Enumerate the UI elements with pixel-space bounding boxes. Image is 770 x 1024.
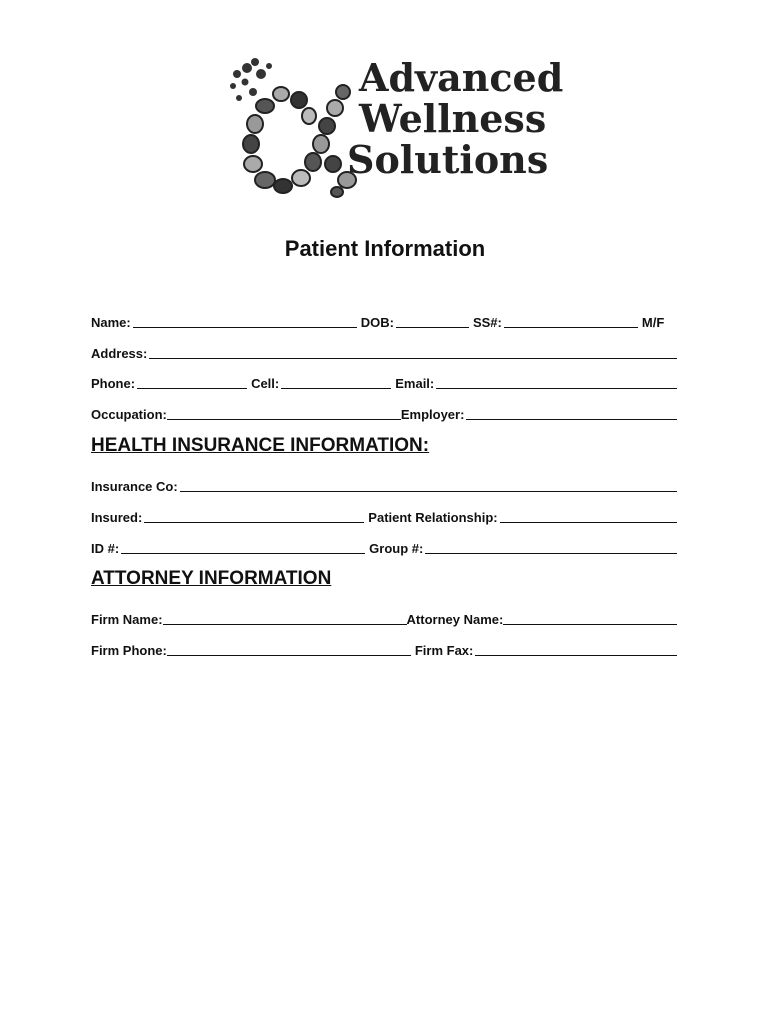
group-field[interactable]: [425, 541, 677, 554]
address-row: [91, 341, 677, 361]
attorney-name-label: Attorney Name:: [406, 612, 504, 627]
cell-field[interactable]: [281, 376, 391, 389]
group-label: Group #:: [369, 541, 424, 556]
firm-fax-field[interactable]: [475, 643, 677, 656]
phone-field[interactable]: [137, 376, 247, 389]
ss-field[interactable]: [504, 315, 638, 328]
insured-label: Insured:: [91, 510, 143, 525]
occupation-field[interactable]: [167, 407, 401, 420]
cell-label: Cell:: [251, 376, 280, 391]
insured-row: [91, 505, 677, 525]
logo-line-2: Wellness: [359, 96, 547, 141]
name-label: Name:: [91, 315, 131, 330]
address-label: Address:: [91, 346, 148, 361]
page-title: Patient Information: [284, 236, 486, 261]
firm-name-label: Firm Name:: [91, 612, 163, 627]
id-label: ID #:: [91, 541, 120, 556]
alpha-pebble-mark-icon: [225, 46, 565, 201]
email-label: Email:: [395, 376, 435, 391]
firm-name-field[interactable]: [163, 612, 407, 625]
sex-label[interactable]: M/F: [641, 315, 665, 330]
insurance-heading: HEALTH INSURANCE INFORMATION:: [91, 435, 430, 456]
attorney-name-field[interactable]: [503, 612, 677, 625]
occupation-label: Occupation:: [91, 407, 167, 422]
firm-name-row: [91, 607, 677, 627]
insurance-company-field[interactable]: [180, 479, 677, 492]
email-field[interactable]: [436, 376, 677, 389]
relationship-field[interactable]: [500, 510, 677, 523]
name-field[interactable]: [133, 315, 357, 328]
firm-phone-field[interactable]: [167, 643, 411, 656]
insurance-company-label: Insurance Co:: [91, 479, 178, 494]
occupation-row: [91, 402, 677, 422]
phone-row: [91, 371, 677, 391]
phone-label: Phone:: [91, 376, 136, 391]
insured-field[interactable]: [144, 510, 364, 523]
dob-field[interactable]: [396, 315, 469, 328]
id-field[interactable]: [121, 541, 365, 554]
dob-label: DOB:: [360, 315, 394, 330]
insurance-company-row: [91, 474, 677, 494]
address-field[interactable]: [149, 346, 677, 359]
ss-label: SS#:: [472, 315, 502, 330]
firm-phone-label: Firm Phone:: [91, 643, 167, 658]
logo-line-3: Solutions: [347, 137, 549, 182]
name-row: [91, 310, 677, 330]
attorney-heading: ATTORNEY INFORMATION: [91, 568, 332, 589]
relationship-label: Patient Relationship:: [368, 510, 498, 525]
id-row: [91, 536, 677, 556]
firm-fax-label: Firm Fax:: [414, 643, 474, 658]
employer-field[interactable]: [466, 407, 677, 420]
company-logo: [225, 46, 565, 201]
employer-label: Employer:: [400, 407, 465, 422]
firm-phone-row: [91, 638, 677, 658]
logo-line-1: Advanced: [359, 55, 564, 100]
